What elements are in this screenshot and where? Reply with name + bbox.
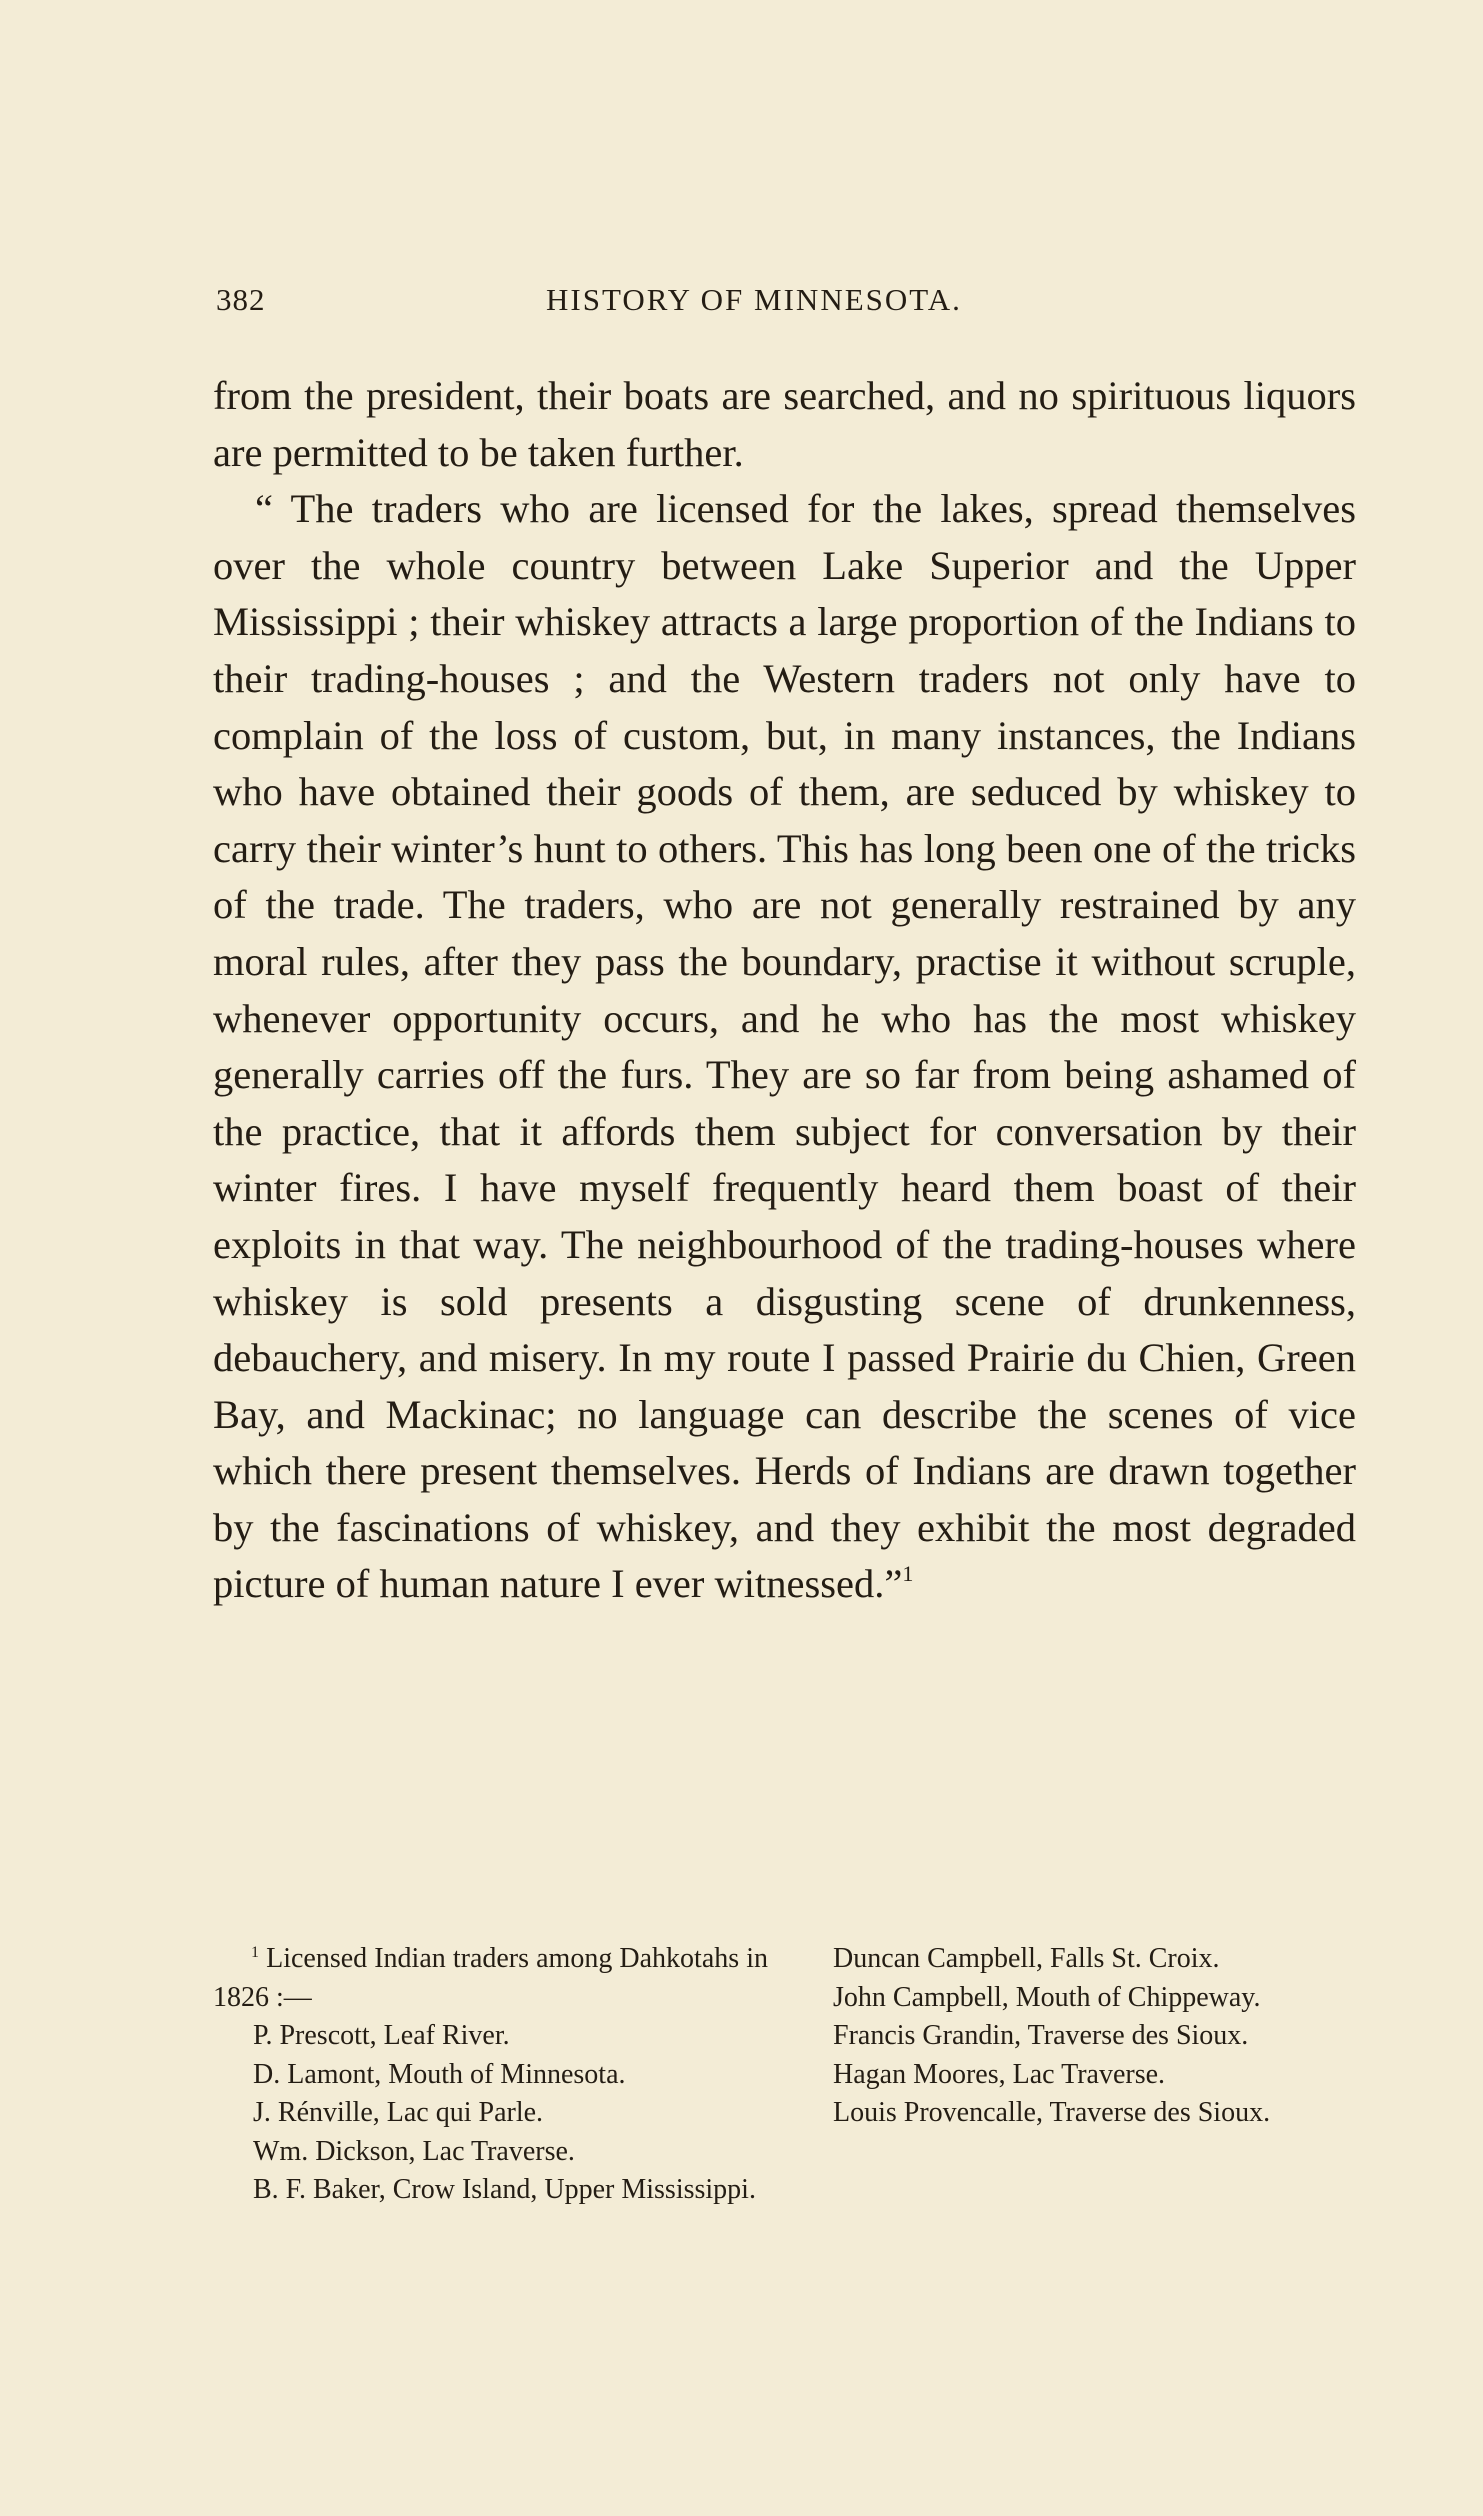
footnote-column-left xyxy=(213,1940,768,2210)
footnote-intro xyxy=(213,1940,768,2017)
footnote-entry: John Campbell, Mouth of Chippeway. xyxy=(833,1981,1261,2013)
paragraph xyxy=(213,368,1356,481)
footnote-reference: 1 xyxy=(902,1561,914,1587)
footnote-entry: B. F. Baker, Crow Island, Upper Mississippi. xyxy=(253,2174,756,2205)
footnote-entry: Wm. Dickson, Lac Traverse. xyxy=(253,2135,575,2167)
footnote-entry: P. Prescott, Leaf River. xyxy=(253,2020,510,2051)
footnote-column-right xyxy=(791,1940,1356,2133)
footnote-entry: Francis Grandin, Traverse des Sioux. xyxy=(833,2020,1249,2051)
footnote-entry: D. Lamont, Mouth of Minnesota. xyxy=(253,2058,626,2090)
footnote-marker: 1 xyxy=(251,1944,259,1961)
body-text xyxy=(213,368,1356,1613)
paragraph xyxy=(213,481,1356,1613)
page-header xyxy=(216,282,1356,332)
footnote-entry: Louis Provencalle, Traverse des Sioux. xyxy=(833,2097,1271,2128)
paragraph-text: from the president, their boats are searched, and no spirituous liquors are permitted to be taken further. xyxy=(213,373,1356,475)
footnote-entry: J. Rénville, Lac qui Parle. xyxy=(253,2097,544,2128)
footnotes xyxy=(213,1940,1356,2240)
paragraph-text: “ The traders who are licensed for the lakes, spread themselves over the whole country between Lake Superior and the Upper Mississippi ; their whiskey attracts a large proportion of the Indians to their trading-houses ; and the Western traders not only have to complain of the loss of custom, but, in many instances, the Indians who have obtained their goods of them, are seduced by whiskey to carry their winter’s hunt to others. This has long been one of the tricks of the trade. The traders, who are not generally restrained by any moral rules, after they pass the boundary, practise it without scruple, whenever opportunity occurs, and he who has the most whiskey generally carries off the furs. They are so far from being ashamed of the practice, that it affords them subject for conversation by their winter fires. I have myself frequently heard them boast of their exploits in that way. The neighbourhood of the trading-houses where whiskey is sold presents a disgusting scene of drunkenness, debauchery, and misery. In my route I passed Prairie du Chien, Green Bay, and Mackinac; no language can describe the scenes of vice which there present themselves. Herds of Indians are drawn together by the fascinations of whiskey, and they exhibit the most degraded picture of human nature I ever witnessed.” xyxy=(213,486,1356,1607)
footnote-entry: Hagan Moores, Lac Traverse. xyxy=(833,2058,1166,2090)
page-number: 382 xyxy=(216,282,266,317)
footnote-intro-text: Licensed Indian traders among Dahkotahs in 1826 :— xyxy=(213,1943,769,2013)
footnote-entry: Duncan Campbell, Falls St. Croix. xyxy=(833,1943,1220,1974)
running-head: HISTORY OF MINNESOTA. xyxy=(546,282,962,317)
